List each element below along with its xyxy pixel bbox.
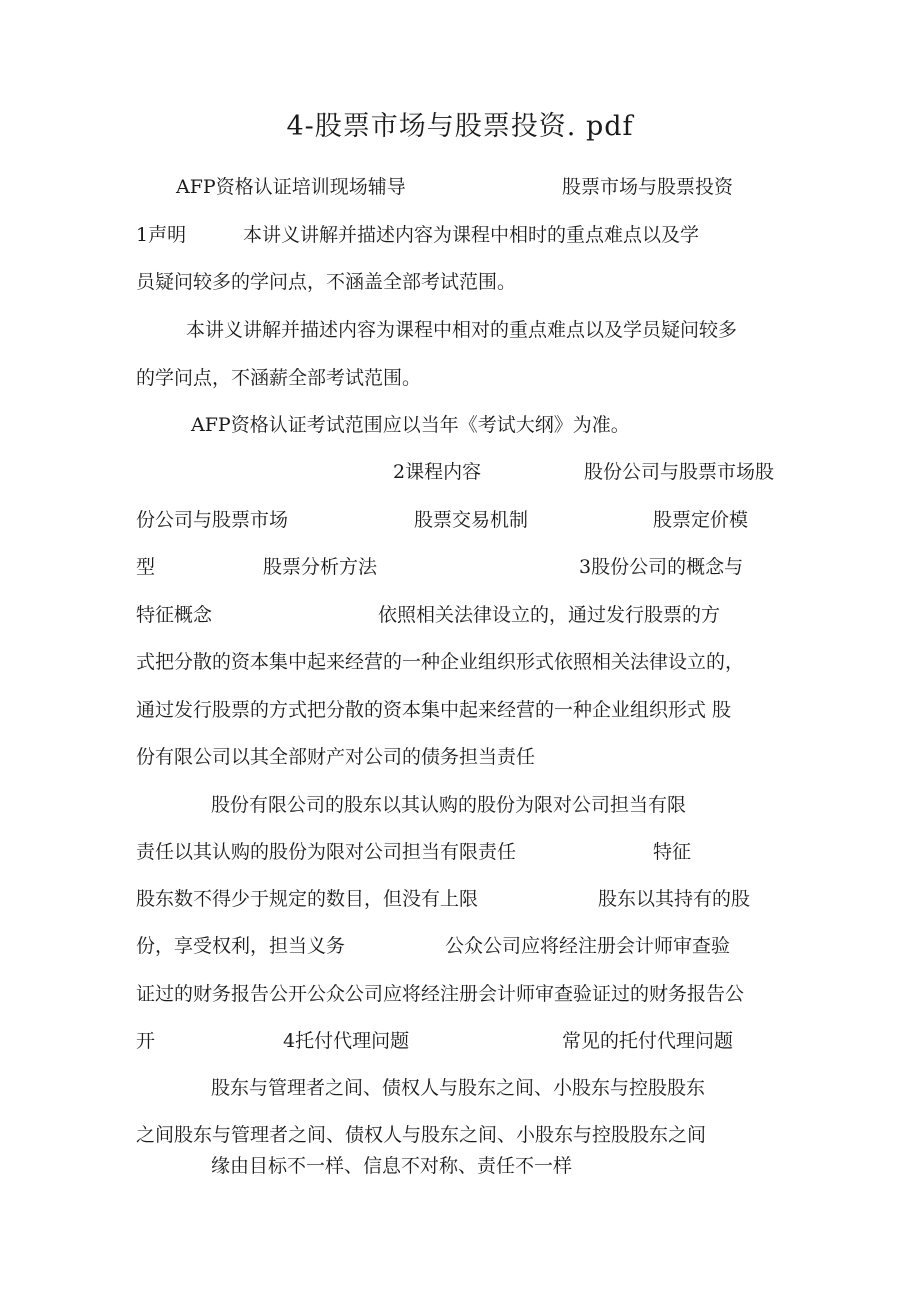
text-line: 股份有限公司的股东以其认购的股份为限对公司担当有限 [211,794,687,816]
text-line: 3股份公司的概念与 [579,556,744,578]
text-line: 依照相关法律设立的，通过发行股票的方 [378,604,721,626]
text-line: 特征概念 [136,604,213,626]
text-line: 员疑问较多的学问点，不涵盖全部考试范围。 [136,271,517,293]
text-line: 份有限公司以其全部财产对公司的债务担当责任 [136,746,536,768]
text-line: 份，享受权利，担当义务 [136,935,346,957]
text-line: 缘由目标不一样、信息不对称、责任不一样 [211,1155,573,1177]
text-line: AFP资格认证培训现场辅导 [176,176,406,198]
text-line: 证过的财务报告公开公众公司应将经注册会计师审查验证过的财务报告公 [136,983,745,1005]
text-line: 股份公司与股票市场股 [584,461,775,483]
text-line: 常见的托付代理问题 [562,1030,734,1052]
text-line: 股东与管理者之间、债权人与股东之间、小股东与控股股东 [211,1077,706,1099]
text-line: 责任以其认购的股份为限对公司担当有限责任 [136,841,517,863]
text-line: 开 [136,1030,156,1052]
text-line: 本讲义讲解并描述内容为课程中相时的重点难点以及学 [243,224,700,246]
text-line: AFP资格认证考试范围应以当年《考试大纲》为准。 [191,414,630,436]
text-line: 股票交易机制 [414,509,529,531]
text-line: 型 [136,556,156,578]
text-line: 式把分散的资本集中起来经营的一种企业组织形式依照相关法律设立的， [136,651,745,673]
text-line: 2课程内容 [393,461,482,483]
text-line: 股票定价模 [653,509,749,531]
text-line: 1声明 [136,224,187,246]
text-line: 之间股东与管理者之间、债权人与股东之间、小股东与控股股东之间 [136,1124,707,1146]
text-line: 通过发行股票的方式把分散的资本集中起来经营的一种企业组织形式 股 [136,699,732,721]
text-line: 4托付代理问题 [283,1030,410,1052]
text-line: 特征 [653,841,692,863]
text-line: 股票分析方法 [263,556,378,578]
text-line: 股东数不得少于规定的数目，但没有上限 [136,888,479,910]
text-line: 份公司与股票市场 [136,509,289,531]
document-title: 4-股票市场与股票投资. pdf [286,111,634,142]
text-line: 本讲义讲解并描述内容为课程中相对的重点难点以及学员疑问较多 [186,319,738,341]
text-line: 股东以其持有的股 [598,888,751,910]
text-line: 的学问点，不涵薪全部考试范围。 [136,367,422,389]
text-line: 股票市场与股票投资 [562,176,734,198]
text-line: 公众公司应将经注册会计师审查验 [445,935,731,957]
